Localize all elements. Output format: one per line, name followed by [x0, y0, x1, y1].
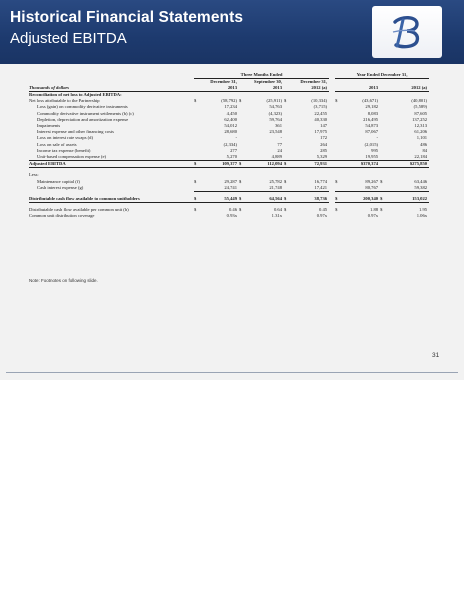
- row-value: 361: [275, 123, 282, 129]
- row-value: -: [376, 135, 379, 141]
- row-value: 24,741: [202, 185, 239, 192]
- currency-symbol: [335, 161, 343, 168]
- currency-symbol: $: [239, 196, 247, 203]
- row-value: 147: [320, 123, 328, 129]
- row-value: 0.97x: [367, 213, 379, 219]
- row-value: 285: [320, 147, 328, 153]
- currency-symbol: $: [194, 98, 197, 104]
- currency-symbol: [335, 154, 343, 161]
- column-header-line2: 2013: [335, 85, 380, 92]
- currency-symbol: [380, 213, 388, 219]
- currency-symbol: $: [194, 178, 197, 184]
- currency-symbol: [194, 185, 202, 192]
- units-label: Thousands of dollars: [29, 85, 194, 92]
- row-value: 22,455: [314, 110, 328, 116]
- row-value: 59,764: [269, 116, 282, 122]
- row-label: Interest expense and other financing costs: [37, 129, 114, 135]
- row-value: 54,873: [365, 123, 379, 129]
- row-value: 486: [420, 141, 428, 147]
- currency-symbol: [380, 185, 388, 192]
- row-value: 8,083: [367, 110, 379, 116]
- slide-subtitle: Adjusted EBITDA: [10, 30, 127, 47]
- currency-symbol: [335, 185, 343, 192]
- row-value: 0.64: [273, 207, 282, 213]
- currency-symbol: [194, 154, 202, 161]
- row-value: 4,889: [271, 154, 282, 160]
- row-value: (2,015): [364, 141, 379, 147]
- row-value: 38,736: [292, 196, 329, 203]
- row-value: 63,446: [414, 178, 428, 184]
- currency-symbol: $: [284, 196, 292, 203]
- column-header-line1: December 31,: [300, 79, 328, 84]
- column-header-line2: 2012 (a): [284, 85, 329, 92]
- row-value: 1.31x: [271, 213, 282, 219]
- row-value: 0.46: [228, 207, 237, 213]
- currency-symbol: $: [380, 178, 383, 184]
- row-value: (4,323): [268, 110, 282, 116]
- row-value: 17,975: [314, 129, 328, 135]
- currency-symbol: $: [284, 98, 287, 104]
- row-value: (25,911): [266, 98, 282, 104]
- row-value: 17,421: [292, 185, 329, 192]
- row-value: 264: [320, 141, 328, 147]
- row-value: 61,206: [414, 129, 428, 135]
- currency-symbol: $: [284, 207, 287, 213]
- row-value: 1.88: [370, 207, 379, 213]
- currency-symbol: [284, 213, 292, 219]
- slide-title: Historical Financial Statements: [10, 9, 244, 26]
- row-value: (2,334): [223, 141, 237, 147]
- table-row: [29, 213, 429, 219]
- company-logo: [372, 6, 442, 58]
- row-value: 0.93x: [226, 213, 237, 219]
- currency-symbol: [284, 154, 292, 161]
- row-value: 87,067: [365, 129, 379, 135]
- currency-symbol: $: [194, 196, 202, 203]
- currency-symbol: [239, 185, 247, 192]
- row-value: 5,270: [226, 154, 237, 160]
- row-value: (5,589): [413, 104, 428, 110]
- row-value: 59,382: [388, 185, 429, 192]
- currency-symbol: $: [284, 178, 287, 184]
- row-label: Unit-based compensation expense (e): [37, 154, 107, 160]
- row-value: 1,101: [416, 135, 428, 141]
- currency-symbol: $: [335, 98, 338, 104]
- row-value: (58,792): [221, 98, 237, 104]
- footer-rule: [6, 372, 458, 373]
- row-value: 24: [277, 147, 282, 153]
- row-label: Loss on interest rate swaps (d): [37, 135, 94, 141]
- row-value: 54,763: [269, 104, 282, 110]
- row-value: 0.45: [319, 207, 328, 213]
- row-label: Common unit distribution coverage: [29, 213, 95, 219]
- table-row: [29, 104, 429, 110]
- row-label: Net loss attributable to the Partnership: [29, 98, 100, 104]
- row-value: 109,377: [202, 161, 239, 168]
- footnote-note: Note: Footnotes on following slide.: [29, 278, 98, 283]
- column-header-line1: December 31,: [210, 79, 237, 84]
- row-value: 16,774: [314, 178, 328, 184]
- currency-symbol: [284, 185, 292, 192]
- currency-symbol: $: [284, 161, 292, 168]
- row-value: $275,850: [388, 161, 429, 168]
- row-value: -: [280, 135, 282, 141]
- header-three-months: Three Months Ended: [194, 72, 329, 79]
- row-value: 17,234: [224, 104, 237, 110]
- table-row: [29, 154, 429, 161]
- currency-symbol: [194, 213, 202, 219]
- currency-symbol: [335, 213, 343, 219]
- currency-symbol: $: [380, 207, 383, 213]
- row-value: (10,334): [311, 98, 328, 104]
- row-value: 29,287: [224, 178, 237, 184]
- currency-symbol: $: [239, 207, 242, 213]
- row-value: 4,450: [226, 110, 237, 116]
- currency-symbol: $: [335, 178, 338, 184]
- row-value: 12,313: [414, 123, 428, 129]
- row-value: 995: [371, 147, 379, 153]
- row-value: 40,330: [314, 116, 328, 122]
- currency-symbol: $: [194, 207, 197, 213]
- currency-symbol: $: [335, 196, 343, 203]
- currency-symbol: $: [380, 196, 388, 203]
- row-label: Loss on sale of assets: [37, 141, 77, 147]
- row-value: 200,340: [343, 196, 380, 203]
- currency-symbol: $: [335, 207, 338, 213]
- row-value: 80,767: [343, 185, 380, 192]
- row-value: 5,329: [316, 154, 328, 160]
- row-value: 29,182: [365, 104, 379, 110]
- row-value: 0.97x: [316, 213, 328, 219]
- row-label: Commodity derivative instrument settlements (b) (c): [37, 110, 134, 116]
- row-value: (40,801): [411, 98, 428, 104]
- row-label: Impairments: [37, 123, 61, 129]
- table-row: [29, 111, 429, 117]
- row-value: 172: [320, 135, 328, 141]
- row-value: 84: [422, 147, 428, 153]
- currency-symbol: [380, 154, 388, 161]
- column-header-line1: September 30,: [254, 79, 282, 84]
- currency-symbol: $: [194, 161, 202, 168]
- row-value: 153,022: [388, 196, 429, 203]
- company-logo-icon: [387, 12, 427, 52]
- currency-symbol: $: [239, 161, 247, 168]
- row-value: 25,782: [269, 178, 282, 184]
- page-number: 31: [432, 352, 440, 359]
- row-value: 55,449: [202, 196, 239, 203]
- row-value: 54,012: [224, 123, 237, 129]
- row-label: Cash interest expense (g): [37, 185, 84, 191]
- row-label: Distributable cash flow available to common unitholders: [29, 196, 194, 203]
- row-value: 77: [277, 141, 282, 147]
- slide-header: [0, 0, 464, 64]
- row-value: 1.06x: [416, 213, 428, 219]
- currency-symbol: [239, 154, 247, 161]
- row-label: Maintenance capital (f): [37, 178, 80, 184]
- row-label: Income tax expense (benefit): [37, 147, 91, 153]
- row-label: Distributable cash flow available per common unit (h): [29, 207, 129, 213]
- row-label: Adjusted EBITDA: [29, 161, 194, 168]
- row-value: 21,748: [247, 185, 284, 192]
- row-value: 23,548: [269, 129, 282, 135]
- row-label: Loss (gain) on commodity derivative instruments: [37, 104, 128, 110]
- row-value: 28,680: [224, 129, 237, 135]
- row-value: (3,715): [313, 104, 328, 110]
- row-label: Depletion, depreciation and amortization expense: [37, 116, 129, 122]
- currency-symbol: [239, 213, 247, 219]
- table-row: [29, 161, 429, 168]
- row-value: 277: [230, 147, 237, 153]
- column-header-line2: 2013: [194, 85, 239, 92]
- row-value: 87,605: [414, 110, 428, 116]
- header-year-ended: Year Ended December 31,: [335, 72, 429, 79]
- column-header-line2: 2013: [239, 85, 284, 92]
- row-value: 1.95: [419, 207, 428, 213]
- adjusted-ebitda-table: [29, 72, 429, 220]
- row-value: 72,931: [292, 161, 329, 168]
- row-value: (43,671): [362, 98, 379, 104]
- row-value: 112,094: [247, 161, 284, 168]
- row-value: 62,400: [224, 116, 237, 122]
- currency-symbol: $: [239, 98, 242, 104]
- row-label: Reconciliation of net loss to Adjusted EBITDA:: [29, 92, 122, 97]
- row-label: Less:: [29, 172, 39, 178]
- table-row: [29, 185, 429, 192]
- row-value: 64,564: [247, 196, 284, 203]
- row-value: $370,374: [343, 161, 380, 168]
- column-header-line2: 2012 (a): [380, 85, 429, 92]
- currency-symbol: $: [239, 178, 242, 184]
- row-value: 137,252: [412, 116, 428, 122]
- row-value: -: [235, 135, 237, 141]
- table-row: [29, 196, 429, 203]
- row-value: 19,955: [365, 154, 379, 160]
- currency-symbol: [380, 161, 388, 168]
- row-value: 216,495: [363, 116, 379, 122]
- row-value: 89,267: [365, 178, 379, 184]
- table-row: [29, 92, 429, 99]
- row-value: 22,184: [414, 154, 428, 160]
